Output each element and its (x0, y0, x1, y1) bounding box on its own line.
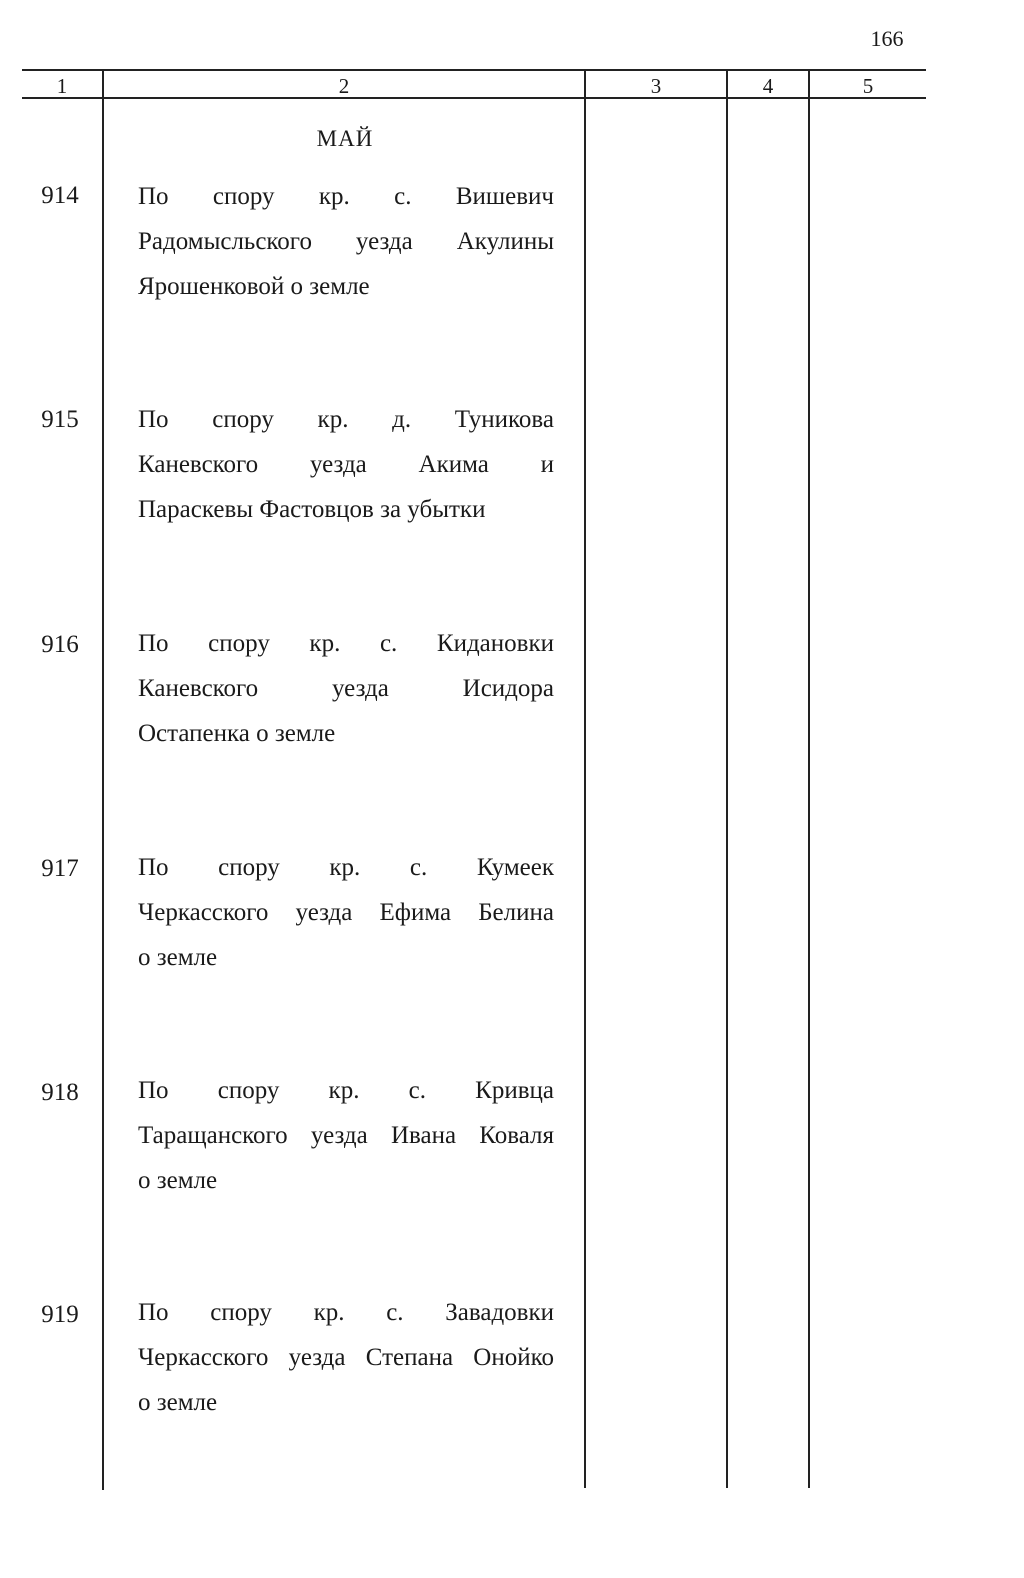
entry-number: 917 (41, 855, 79, 882)
column-header-1: 1 (56, 74, 68, 98)
entry-line: Каневского уезда Исидора (138, 675, 554, 702)
entry-line: о земле (138, 944, 218, 971)
entry-number: 916 (41, 631, 79, 658)
entry-line: Черкасского уезда Степана Онойко (138, 1344, 554, 1371)
entry-text (138, 621, 554, 756)
entry-line: По спору кр. с. Кидановки (138, 630, 554, 657)
entry-line: о земле (138, 1167, 218, 1194)
entry-text (138, 845, 554, 980)
table-header-rule (22, 97, 926, 99)
entry-line: Остапенка о земле (138, 720, 336, 747)
entry-text (138, 174, 554, 309)
entry-line: Таращанского уезда Ивана Коваля (138, 1122, 554, 1149)
entry-number: 918 (41, 1079, 79, 1106)
entry-line: По спору кр. с. Завадовки (138, 1299, 554, 1326)
entry-line: По спору кр. с. Кумеек (138, 854, 554, 881)
entry-number: 914 (41, 182, 79, 209)
entry-text (138, 397, 554, 532)
column-header-5: 5 (862, 74, 874, 98)
entry-text (138, 1290, 554, 1425)
entry-line: о земле (138, 1389, 218, 1416)
entry-line: Параскевы Фастовцов за убытки (138, 496, 486, 523)
column-divider-2 (584, 70, 586, 1488)
entry-line: Ярошенковой о земле (138, 273, 370, 300)
entry-line: Каневского уезда Акима и (138, 451, 554, 478)
entry-line: По спору кр. д. Туникова (138, 406, 554, 433)
column-header-4: 4 (762, 74, 774, 98)
entry-number: 919 (41, 1301, 79, 1328)
entry-line: По спору кр. с. Кривца (138, 1077, 554, 1104)
table-top-rule (22, 69, 926, 71)
entry-line: Радомысльского уезда Акулины (138, 228, 554, 255)
month-heading: МАЙ (316, 126, 374, 151)
column-divider-1 (102, 70, 104, 1490)
entry-text (138, 1068, 554, 1203)
entry-number: 915 (41, 406, 79, 433)
column-header-3: 3 (650, 74, 662, 98)
column-header-2: 2 (338, 74, 350, 98)
column-divider-3 (726, 70, 728, 1488)
entry-line: По спору кр. с. Вишевич (138, 183, 554, 210)
entry-line: Черкасского уезда Ефима Белина (138, 899, 554, 926)
page-number: 166 (870, 26, 904, 51)
column-divider-4 (808, 70, 810, 1488)
